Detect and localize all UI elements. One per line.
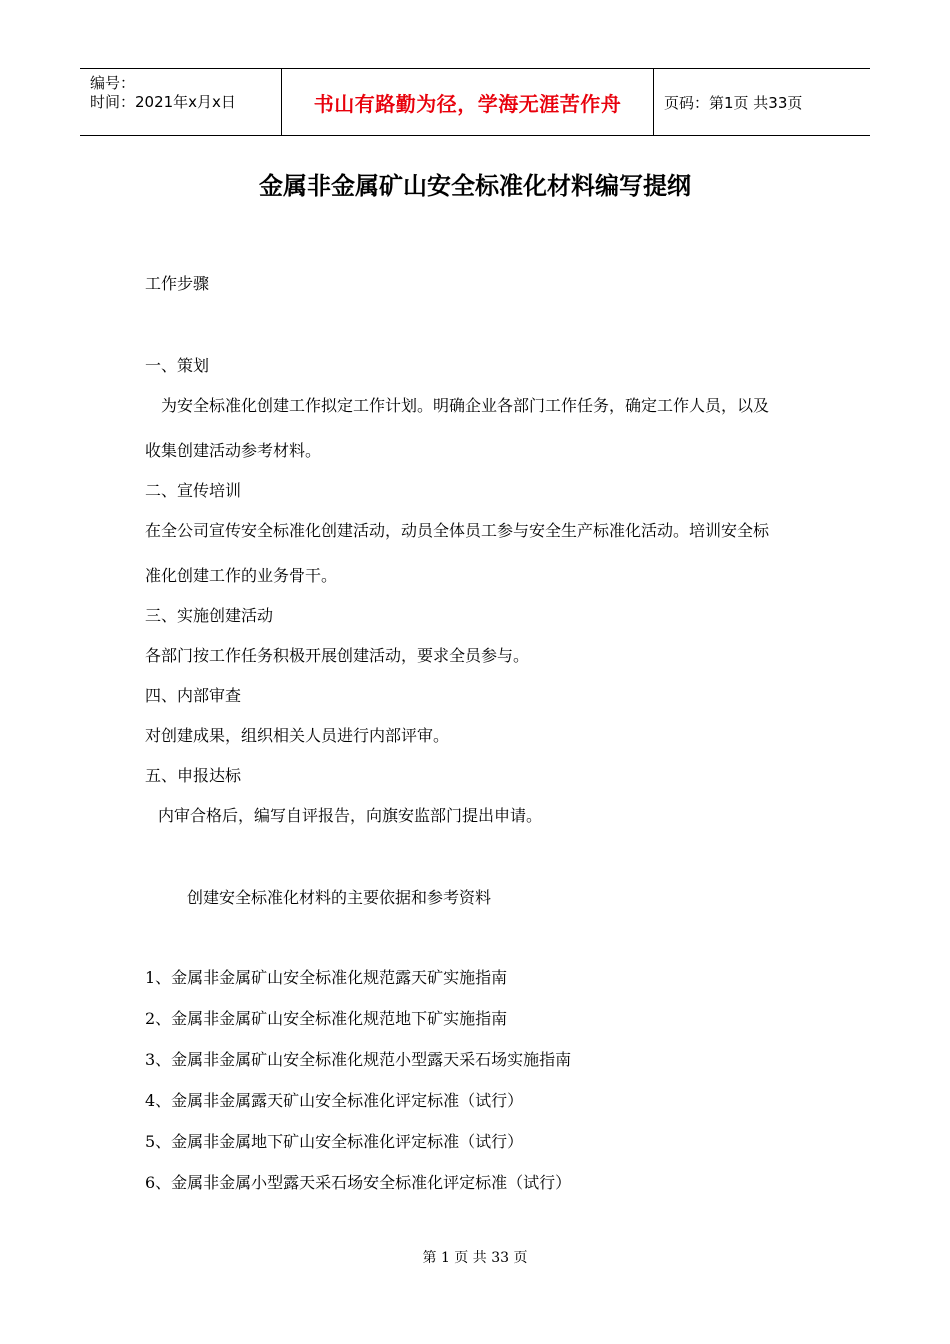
section-1-text-line-1: 为安全标准化创建工作拟定工作计划。明确企业各部门工作任务，确定工作人员，以及 [161, 396, 770, 415]
page-footer: 第 1 页 共 33 页 [422, 1250, 528, 1266]
document-header-table [80, 68, 870, 136]
references-heading: 创建安全标准化材料的主要依据和参考资料 [187, 888, 492, 907]
document-number-label: 编号： [90, 74, 136, 92]
reference-item: 5、金属非金属地下矿山安全标准化评定标准（试行） [145, 1132, 524, 1151]
section-1-heading: 一、策划 [145, 356, 210, 375]
reference-item: 6、金属非金属小型露天采石场安全标准化评定标准（试行） [145, 1173, 572, 1192]
section-4-text: 对创建成果，组织相关人员进行内部评审。 [145, 726, 450, 745]
header-motto: 书山有路勤为径，学海无涯苦作舟 [313, 91, 622, 116]
reference-item: 2、金属非金属矿山安全标准化规范地下矿实施指南 [145, 1009, 508, 1028]
section-5-heading: 五、申报达标 [145, 766, 242, 785]
document-date-label: 时间：2021年x月x日 [90, 93, 236, 111]
section-1-text-line-2: 收集创建活动参考材料。 [145, 441, 322, 460]
header-page-info: 页码：第1页 共33页 [664, 93, 803, 112]
document-title: 金属非金属矿山安全标准化材料编写提纲 [259, 171, 691, 200]
section-2-heading: 二、宣传培训 [145, 481, 242, 500]
reference-item: 1、金属非金属矿山安全标准化规范露天矿实施指南 [145, 968, 508, 987]
reference-item: 3、金属非金属矿山安全标准化规范小型露天采石场实施指南 [145, 1050, 572, 1069]
section-5-text: 内审合格后，编写自评报告，向旗安监部门提出申请。 [158, 806, 543, 825]
reference-item: 4、金属非金属露天矿山安全标准化评定标准（试行） [145, 1091, 524, 1110]
header-meta-cell [80, 69, 282, 135]
section-4-heading: 四、内部审查 [145, 686, 242, 705]
section-3-text: 各部门按工作任务积极开展创建活动，要求全员参与。 [145, 646, 530, 665]
header-page-cell [654, 69, 870, 135]
section-2-text-line-2: 准化创建工作的业务骨干。 [145, 566, 338, 585]
steps-heading: 工作步骤 [145, 274, 210, 293]
section-3-heading: 三、实施创建活动 [145, 606, 274, 625]
section-2-text-line-1: 在全公司宣传安全标准化创建活动，动员全体员工参与安全生产标准化活动。培训安全标 [145, 521, 770, 540]
header-motto-cell [282, 69, 654, 135]
